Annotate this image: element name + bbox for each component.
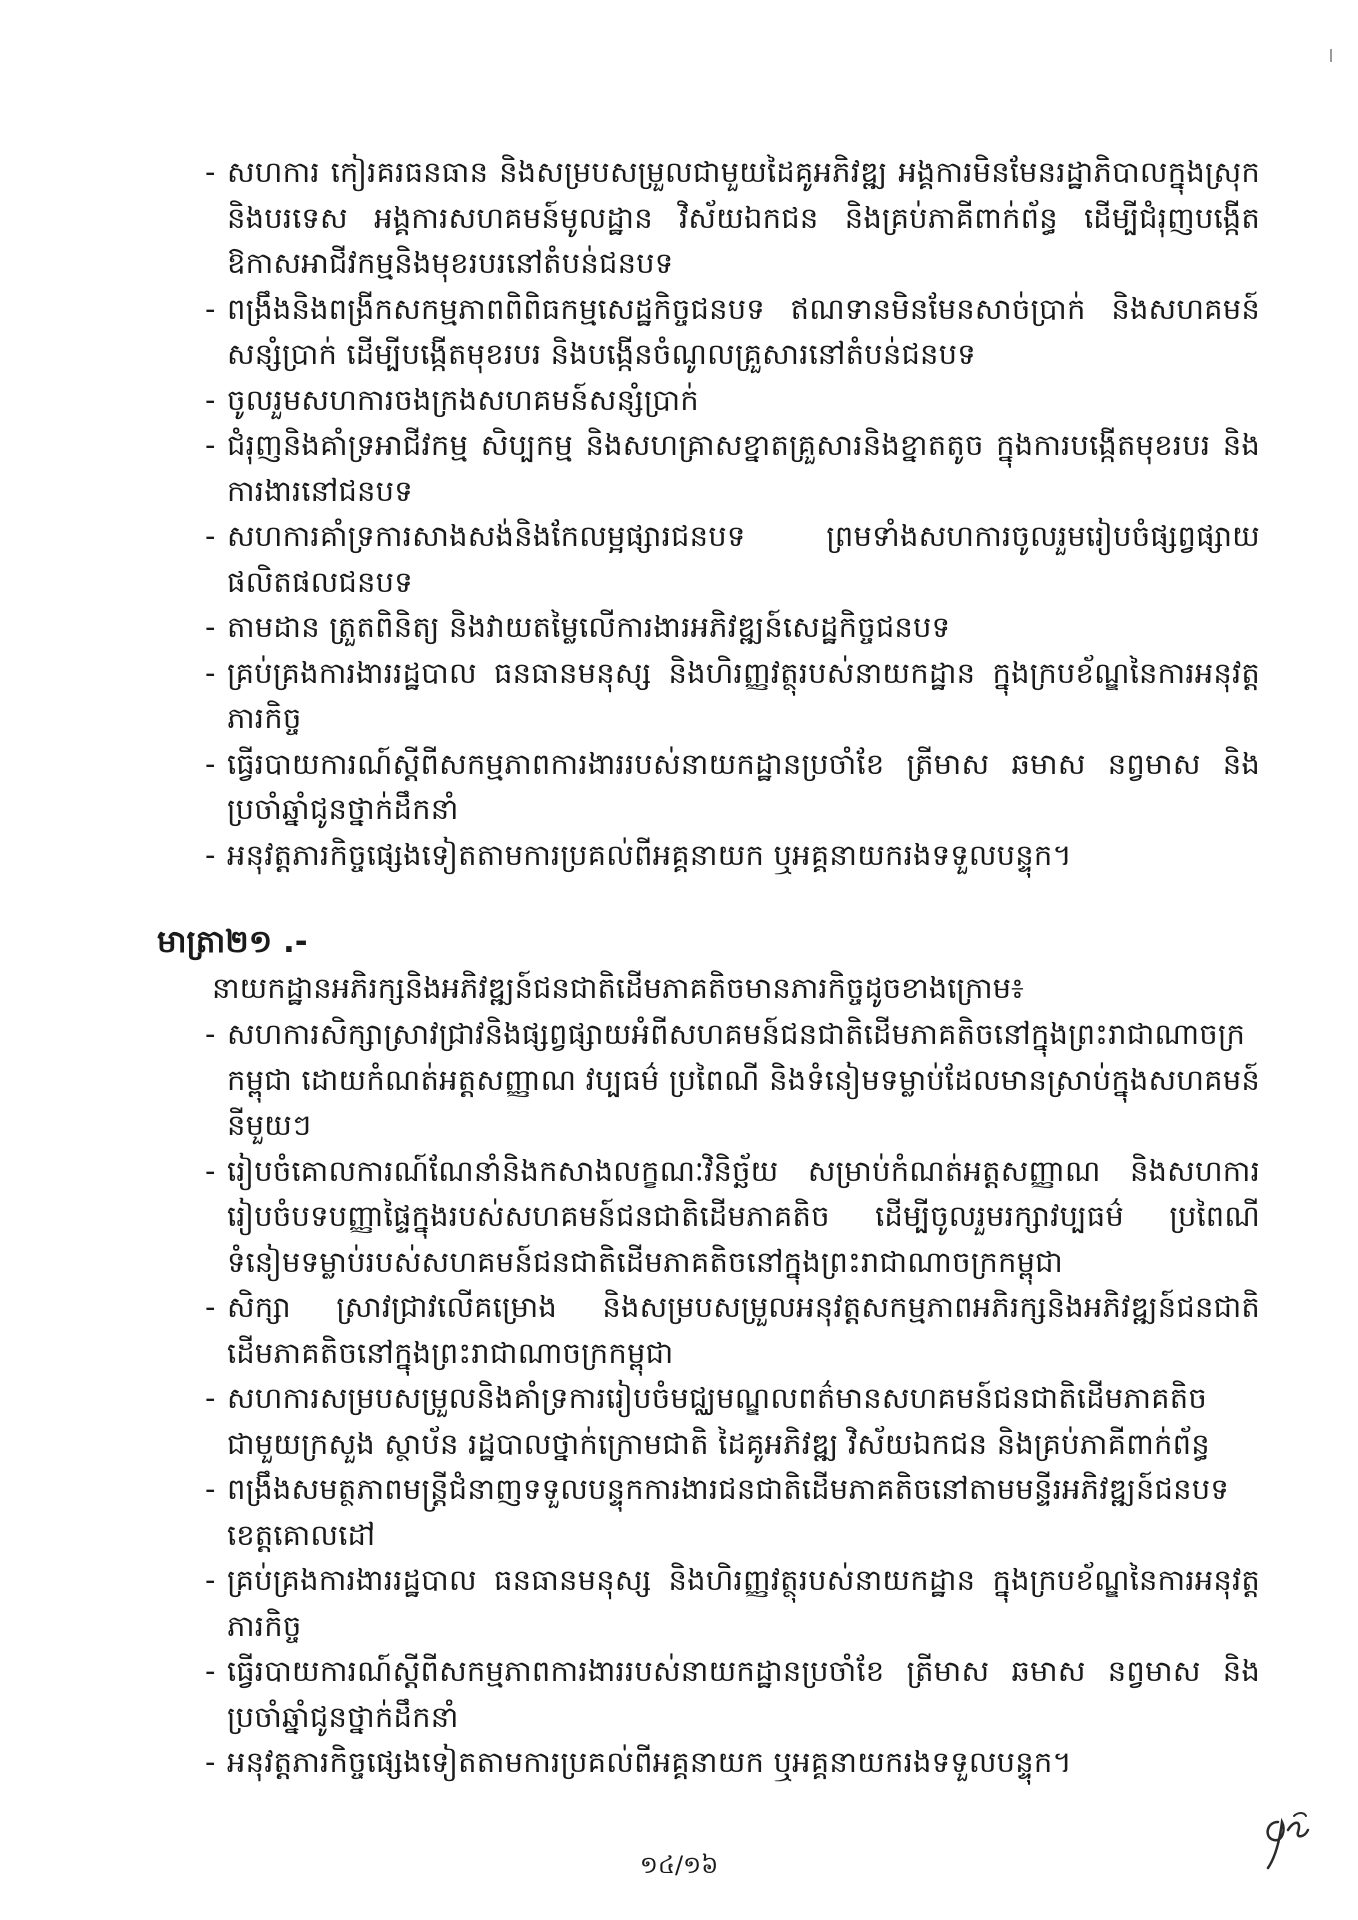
bullet-dash: -	[205, 291, 216, 326]
bullet-dash: -	[205, 1017, 216, 1051]
section1-bullet-list	[205, 150, 1260, 878]
list-item	[205, 150, 1260, 287]
list-item	[205, 1149, 1260, 1286]
list-item	[205, 1376, 1260, 1467]
page-number: ១៤/១៦	[639, 1851, 719, 1879]
bullet-text: សហការគាំទ្រការសាងសង់និងកែលម្អផ្សារជនបទ ព្រមទាំងសហការចូលរួមរៀបចំផ្សព្វផ្សាយផលិតផលជនបទ	[227, 519, 1260, 599]
list-item	[205, 651, 1260, 742]
list-item	[205, 1012, 1260, 1149]
bullet-text: ចូលរួមសហការចងក្រងសហគមន៍សន្សំប្រាក់	[227, 382, 699, 417]
list-item	[205, 833, 1260, 879]
bullet-dash: -	[205, 519, 216, 553]
bullet-text: គ្រប់គ្រងការងាររដ្ឋបាល ធនធានមនុស្ស និងហិរញ្ញវត្ថុរបស់នាយកដ្ឋាន ក្នុងក្របខ័ណ្ឌនៃការអនុវត្តភារកិច្ច	[227, 655, 1260, 735]
bullet-dash: -	[205, 610, 216, 644]
list-item	[205, 378, 1260, 424]
bullet-text: អនុវត្តភារកិច្ចផ្សេងទៀតតាមការប្រគល់ពីអគ្គនាយក ឬអគ្គនាយករងទទួលបន្ទុក។	[227, 1745, 1072, 1779]
bullet-dash: -	[205, 1745, 216, 1779]
list-item	[205, 423, 1260, 514]
bullet-dash: -	[205, 655, 216, 690]
article21-bullet-list	[205, 1012, 1260, 1786]
bullet-dash: -	[205, 1654, 216, 1688]
bullet-text: អនុវត្តភារកិច្ចផ្សេងទៀតតាមការប្រគល់ពីអគ្គនាយក ឬអគ្គនាយករងទទួលបន្ទុក។	[227, 837, 1072, 872]
list-item	[205, 1558, 1260, 1649]
bullet-dash: -	[205, 746, 216, 781]
bullet-text: គ្រប់គ្រងការងាររដ្ឋបាល ធនធានមនុស្ស និងហិរញ្ញវត្ថុរបស់នាយកដ្ឋាន ក្នុងក្របខ័ណ្ឌនៃការអនុវត្តភារកិច្ច	[227, 1563, 1260, 1643]
bullet-dash: -	[205, 837, 216, 872]
list-item	[205, 1740, 1260, 1786]
bullet-text: សហការសម្របសម្រួលនិងគាំទ្រការរៀបចំមជ្ឈមណ្ឌលពត៌មានសហគមន៍ជនជាតិដើមភាគតិចជាមួយក្រសួង ស្ថាប័ន រដ្ឋបាលថ្នាក់ក្រោមជាតិ ដៃគូអភិវឌ្ឍ វិស័យឯកជន និងគ្រប់ភាគីពាក់ព័ន្ធ	[227, 1381, 1210, 1461]
article-heading: មាត្រា២១ .-	[157, 924, 308, 960]
bullet-dash: -	[205, 1563, 216, 1597]
list-item	[205, 1649, 1260, 1740]
bullet-dash: -	[205, 382, 216, 417]
corner-mark	[1328, 48, 1334, 64]
bullet-text: ពង្រឹងសមត្ថភាពមន្ត្រីជំនាញទទួលបន្ទុកការងារជនជាតិដើមភាគតិចនៅតាមមន្ទីរអភិវឌ្ឍន៍ជនបទខេត្តគោលដៅ	[227, 1472, 1229, 1552]
bullet-text: រៀបចំគោលការណ៍ណែនាំនិងកសាងលក្ខណៈវិនិច្ឆ័យ សម្រាប់កំណត់អត្តសញ្ញាណ និងសហការរៀបចំបទបញ្ញាផ្ទៃក្នុងរបស់សហគមន៍ជនជាតិដើមភាគតិច ដើម្បីចូលរួមរក្សាវប្បធម៌ ប្រពៃណី ទំនៀមទម្លាប់របស់សហគមន៍ជនជាតិដើមភាគតិចនៅក្នុងព្រះរាជាណាចក្រកម្ពុជា	[227, 1153, 1260, 1279]
list-item	[205, 1285, 1260, 1376]
bullet-dash: -	[205, 155, 216, 189]
article-intro: នាយកដ្ឋានអភិរក្សនិងអភិវឌ្ឍន៍ជនជាតិដើមភាគតិចមានភារកិច្ចដូចខាងក្រោម៖	[212, 971, 1024, 1005]
list-item	[205, 1467, 1260, 1558]
bullet-dash: -	[205, 428, 216, 462]
bullet-dash: -	[205, 1153, 216, 1188]
bullet-text: ជំរុញនិងគាំទ្រអាជីវកម្ម សិប្បកម្ម និងសហគ្រាសខ្នាតគ្រួសារនិងខ្នាតតូច ក្នុងការបង្កើតមុខរបរ និងការងារនៅជនបទ	[227, 428, 1260, 508]
bullet-dash: -	[205, 1290, 216, 1324]
bullet-text: សិក្សា ស្រាវជ្រាវលើគម្រោង និងសម្របសម្រួលអនុវត្តសកម្មភាពអភិរក្សនិងអភិវឌ្ឍន៍ជនជាតិដើមភាគតិចនៅក្នុងព្រះរាជាណាចក្រកម្ពុជា	[227, 1290, 1260, 1370]
list-item	[205, 742, 1260, 833]
bullet-text: ពង្រឹងនិងពង្រីកសកម្មភាពពិពិធកម្មសេដ្ឋកិច្ចជនបទ ឥណទានមិនមែនសាច់ប្រាក់ និងសហគមន៍សន្សំប្រាក់ ដើម្បីបង្កើតមុខរបរ និងបង្កើនចំណូលគ្រួសារនៅតំបន់ជនបទ	[227, 291, 1260, 371]
bullet-text: ធ្វើរបាយការណ៍ស្តីពីសកម្មភាពការងាររបស់នាយកដ្ឋានប្រចាំខែ ត្រីមាស ឆមាស នព្វមាស និងប្រចាំឆ្នាំជូនថ្នាក់ដឹកនាំ	[227, 1654, 1260, 1734]
bullet-text: សហការសិក្សាស្រាវជ្រាវនិងផ្សព្វផ្សាយអំពីសហគមន៍ជនជាតិដើមភាគតិចនៅក្នុងព្រះរាជាណាចក្រកម្ពុជា ដោយកំណត់អត្តសញ្ញាណ វប្បធម៌ ប្រពៃណី និងទំនៀមទម្លាប់ដែលមានស្រាប់ក្នុងសហគមន៍នីមួយៗ	[227, 1017, 1260, 1142]
bullet-text: ធ្វើរបាយការណ៍ស្តីពីសកម្មភាពការងាររបស់នាយកដ្ឋានប្រចាំខែ ត្រីមាស ឆមាស នព្វមាស និងប្រចាំឆ្នាំជូនថ្នាក់ដឹកនាំ	[227, 746, 1260, 826]
list-item	[205, 287, 1260, 378]
bullet-dash: -	[205, 1381, 216, 1415]
bullet-dash: -	[205, 1472, 216, 1506]
bullet-text: សហការ កៀរគរធនធាន និងសម្របសម្រួលជាមួយដៃគូអភិវឌ្ឍ អង្គការមិនមែនរដ្ឋាភិបាលក្នុងស្រុក និងបរទេស អង្គការសហគមន៍មូលដ្ឋាន វិស័យឯកជន និងគ្រប់ភាគីពាក់ព័ន្ធ ដើម្បីជំរុញបង្កើតឱកាសអាជីវកម្មនិងមុខរបរនៅតំបន់ជនបទ	[227, 155, 1260, 280]
list-item	[205, 514, 1260, 605]
bullet-text: តាមដាន ត្រួតពិនិត្យ និងវាយតម្លៃលើការងារអភិវឌ្ឍន៍សេដ្ឋកិច្ចជនបទ	[227, 610, 951, 644]
list-item	[205, 605, 1260, 651]
